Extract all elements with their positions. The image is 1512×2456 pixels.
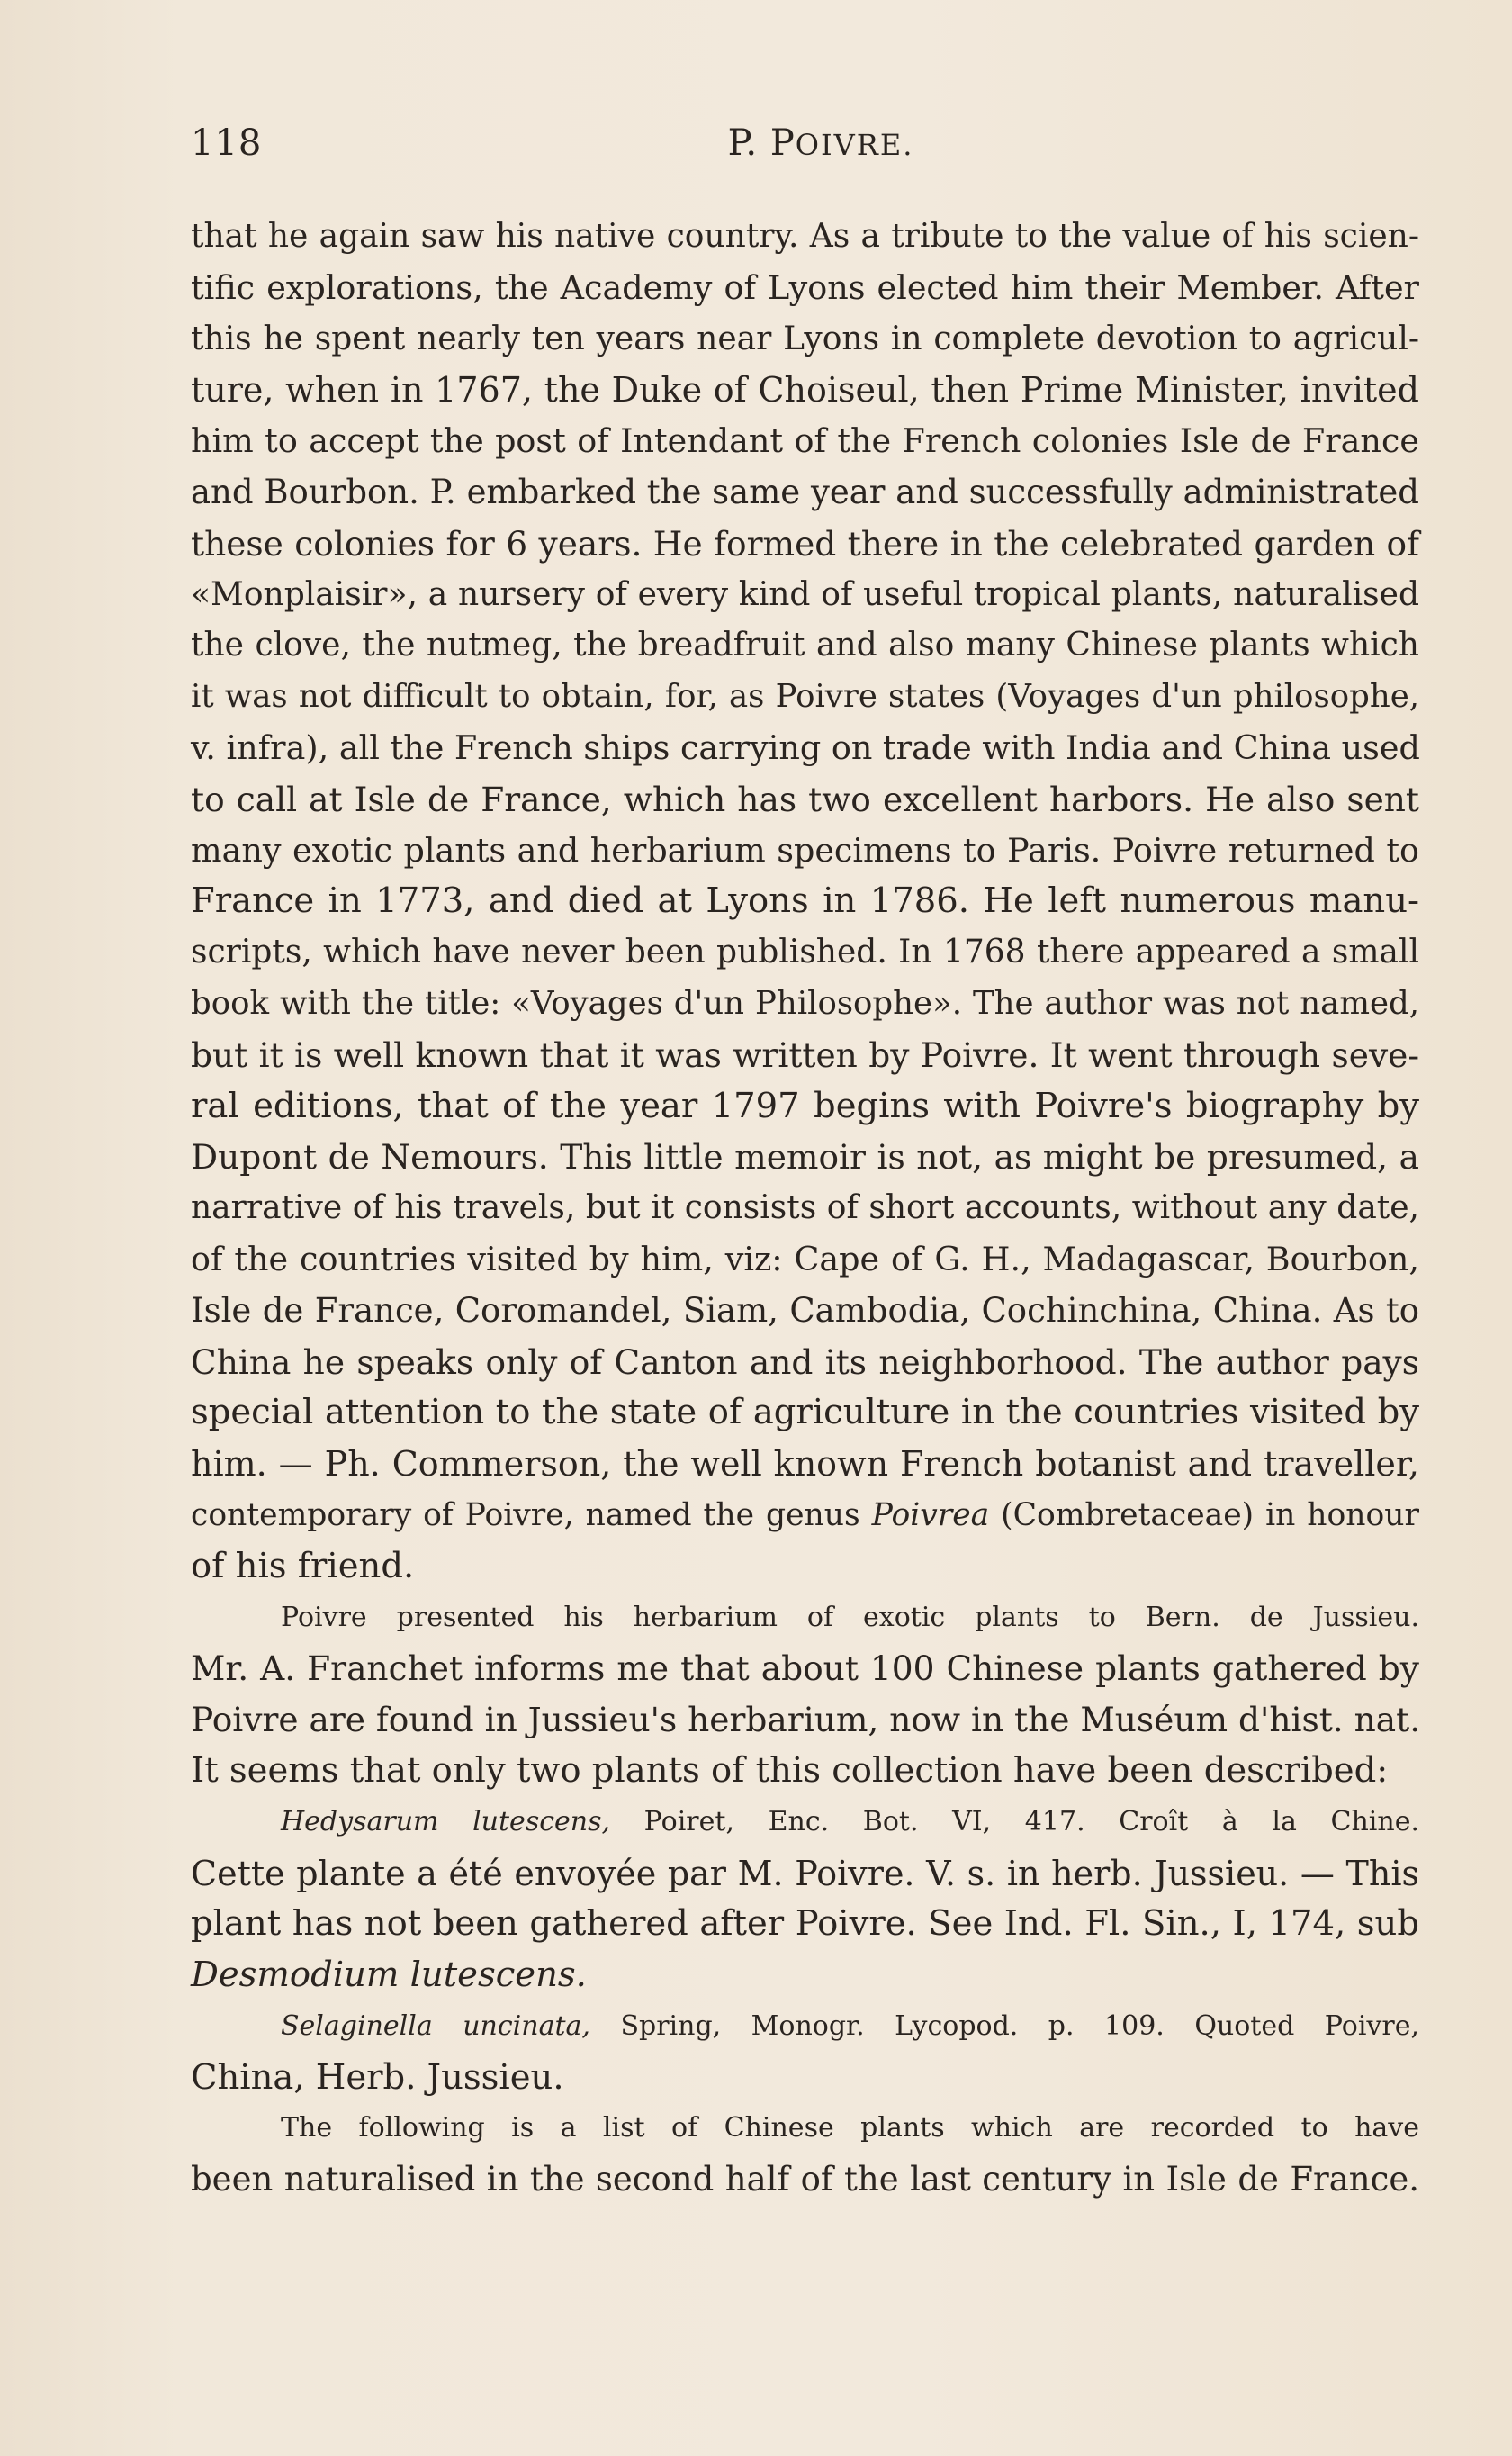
text-line: book with the title: «Voyages d'un Philosophe». The author was not named, (191, 984, 1419, 1022)
text-line: this he spent nearly ten years near Lyons in complete devotion to agricul- (191, 320, 1419, 357)
text-line: «Monplaisir», a nursery of every kind of useful tropical plants, naturalised (191, 575, 1419, 613)
paragraph-hedysarum (191, 1797, 1419, 2001)
text-line: narrative of his travels, but it consists of short accounts, without any date, (191, 1189, 1419, 1227)
text-line (191, 1797, 1419, 1848)
paragraph-list-intro (191, 2103, 1419, 2206)
text-line: tific explorations, the Academy of Lyons elected him their Member. After (191, 267, 1419, 307)
text-line: Mr. A. Franchet informs me that about 100 Chinese plants gathered by (191, 1648, 1419, 1689)
text-line: that he again saw his native country. As a tribute to the value of his scien- (191, 218, 1419, 255)
genus-line-pre: contemporary of Poivre, named the genus (191, 1496, 872, 1533)
text-line: Poivre are found in Jussieu's herbarium, now in the Muséum d'hist. nat. (191, 1700, 1421, 1740)
citation-text: Poiret, Enc. Bot. VI, 417. Croît à la Chine. (610, 1805, 1419, 1837)
species-name: Desmodium lutescens. (191, 1955, 587, 1996)
text-line: Cette plante a été envoyée par M. Poivre. V. s. in herb. Jussieu. — This (191, 1853, 1419, 1893)
text-line (191, 1950, 1419, 2001)
text-line: Isle de France, Coromandel, Siam, Cambodia, Cochinchina, China. As to (191, 1290, 1419, 1330)
text-line: ral editions, that of the year 1797 begins with Poivre's biography by (191, 1085, 1419, 1126)
text-line: it was not difficult to obtain, for, as Poivre states (Voyages d'un philosophe, (191, 678, 1419, 716)
text-line: of the countries visited by him, viz: Cape of G. H., Madagascar, Bourbon, (191, 1239, 1419, 1278)
text-line: China, Herb. Jussieu. (191, 2056, 564, 2098)
text-line: him. — Ph. Commerson, the well known French botanist and traveller, (191, 1444, 1419, 1485)
text-line: v. infra), all the French ships carrying on trade with India and China used (191, 727, 1420, 767)
running-head-rest: OIVRE. (795, 128, 914, 162)
text-line: of his friend. (191, 1545, 415, 1586)
genus-line-post: (Combretaceae) in honour (989, 1496, 1419, 1533)
text-line: him to accept the post of Intendant of the French colonies Isle de France (191, 421, 1419, 461)
text-line: France in 1773, and died at Lyons in 1786. He left numerous manu- (191, 880, 1419, 922)
species-name: Hedysarum lutescens, (281, 1805, 611, 1837)
text-line: the clove, the nutmeg, the breadfruit and also many Chinese plants which (191, 627, 1419, 664)
genus-name: Poivrea (871, 1496, 990, 1533)
text-line: and Bourbon. P. embarked the same year and successfully administrated (191, 472, 1419, 511)
text-line: these colonies for 6 years. He formed there in the celebrated garden of (191, 523, 1419, 564)
text-line: The following is a list of Chinese plants which are recorded to have (281, 2112, 1419, 2144)
text-line: plant has not been gathered after Poivre. See Ind. Fl. Sin., I, 174, sub (191, 1903, 1419, 1945)
text-line: ture, when in 1767, the Duke of Choiseul, then Prime Minister, invited (191, 370, 1419, 411)
paragraph-poivre-biography (191, 212, 1419, 1593)
page-body (191, 212, 1419, 2206)
text-line: but it is well known that it was written by Poivre. It went through seve- (191, 1034, 1419, 1075)
running-head (713, 122, 929, 164)
species-name: Selaginella uncinata, (281, 2009, 590, 2042)
text-line: been naturalised in the second half of the last century in Isle de France. (191, 2160, 1419, 2199)
text-line: to call at Isle de France, which has two excellent harbors. He also sent (191, 779, 1419, 819)
citation-text: Spring, Monogr. Lycopod. p. 109. Quoted Poivre, (590, 2009, 1419, 2042)
text-line: Dupont de Nemours. This little memoir is not, as might be presumed, a (191, 1137, 1419, 1178)
text-line: It seems that only two plants of this collection have been described: (191, 1749, 1389, 1791)
text-line: many exotic plants and herbarium specimens to Paris. Poivre returned to (191, 830, 1419, 870)
paragraph-herbarium (191, 1593, 1419, 1797)
page-number: 118 (191, 122, 263, 164)
text-line-genus (191, 1490, 1419, 1541)
text-line: China he speaks only of Canton and its neighborhood. The author pays (191, 1341, 1419, 1382)
text-line: scripts, which have never been published. In 1768 there appeared a small (191, 934, 1419, 971)
running-head-initial: P. P (727, 122, 796, 164)
paragraph-selaginella (191, 2001, 1419, 2104)
page-header (191, 122, 1419, 176)
text-line (191, 2001, 1419, 2053)
text-line: special attention to the state of agriculture in the countries visited by (191, 1392, 1419, 1433)
text-line: Poivre presented his herbarium of exotic plants to Bern. de Jussieu. (281, 1601, 1419, 1633)
